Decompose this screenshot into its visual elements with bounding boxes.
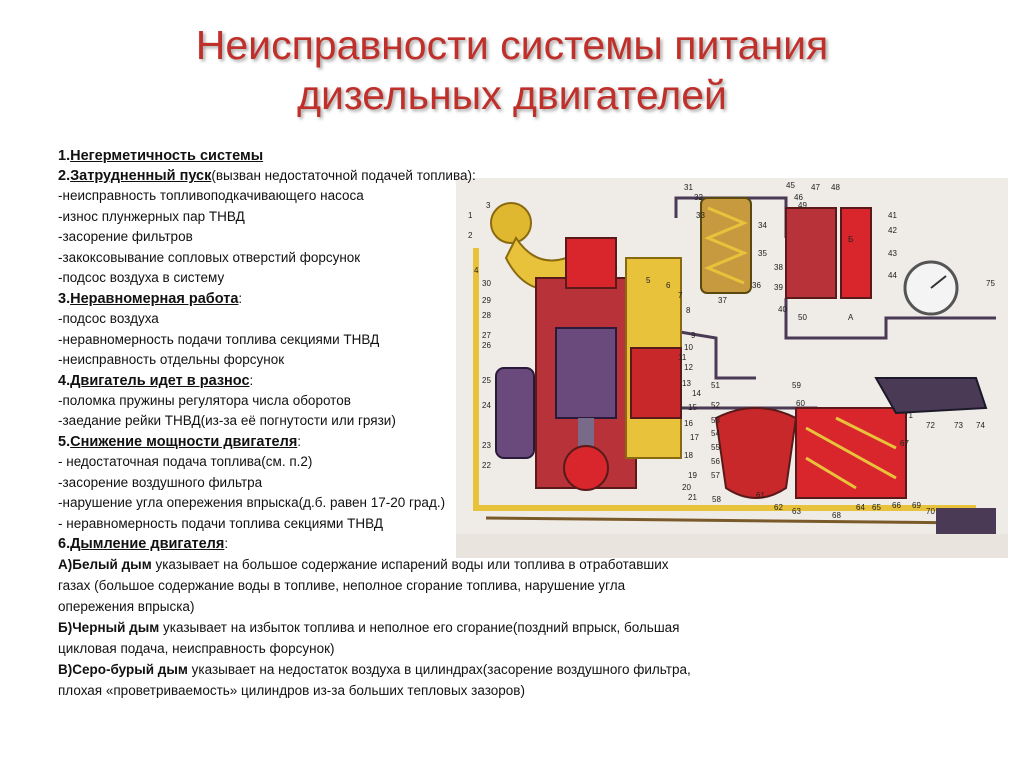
section-2-heading: 2.Затрудненный пуск(вызван недостаточной подачей топлива): [58, 168, 476, 184]
fuel-pipe-right [786, 298, 996, 338]
diagram-callout-5: 5 [646, 276, 651, 285]
diagram-callout-8: 8 [686, 306, 691, 315]
faults-list [58, 146, 698, 701]
diagram-callout-74: 74 [976, 421, 985, 430]
list-item: - неравномерность подачи топлива секциями ТНВД [58, 515, 383, 531]
black-smoke-paragraph: Б)Черный дым указывает на избыток топлива и неполное его сгорание(поздний впрыск, большая цикловая подача, неисправность форсунок) [58, 620, 680, 657]
diagram-callout-61: 61 [756, 491, 765, 500]
page-title [0, 20, 1024, 120]
diagram-callout-45: 45 [786, 181, 795, 190]
diagram-callout-42: 42 [888, 226, 897, 235]
diagram-callout-65: 65 [872, 503, 881, 512]
diagram-callout-71: 71 [904, 411, 913, 420]
pressure-section-shape [786, 208, 836, 298]
diagram-callout-18: 18 [684, 451, 693, 460]
list-item: -неисправность топливоподкачивающего насоса [58, 188, 364, 203]
diagram-callout-3: 3 [486, 201, 491, 210]
white-smoke-paragraph: А)Белый дым указывает на большое содержание испарений воды или топлива в отработавших газах (большое содержание воды в топливе, неполное сгорание топлива, нарушение угла опережения впрыска) [58, 557, 669, 615]
diagram-callout-60: 60 [796, 399, 805, 408]
diagram-callout-52: 52 [711, 401, 720, 410]
coarse-filter-shape [716, 408, 796, 498]
diagram-callout-31: 31 [684, 183, 693, 192]
diagram-callout-А: А [848, 313, 854, 322]
diagram-callout-57: 57 [711, 471, 720, 480]
list-item: -износ плунжерных пар ТНВД [58, 208, 245, 224]
list-item: -неравномерность подачи топлива секциями ТНВД [58, 331, 380, 347]
diagram-callout-50: 50 [798, 313, 807, 322]
diagram-callout-20: 20 [682, 483, 691, 492]
title-line-2: дизельных двигателей [297, 72, 727, 118]
diagram-callout-17: 17 [690, 433, 699, 442]
diagram-callout-32: 32 [694, 193, 703, 202]
white-smoke-label: А)Белый дым [58, 557, 152, 573]
list-item: -поломка пружины регулятора числа оборотов [58, 392, 351, 408]
list-item: -подсос воздуха [58, 310, 159, 326]
diagram-callout-1: 1 [468, 211, 473, 220]
diagram-callout-47: 47 [811, 183, 820, 192]
diagram-callout-30: 30 [482, 279, 491, 288]
diagram-callout-29: 29 [482, 296, 491, 305]
diagram-callout-11: 11 [678, 353, 687, 362]
diagram-callout-64: 64 [856, 503, 865, 512]
diagram-callout-38: 38 [774, 263, 783, 272]
diagram-callout-53: 53 [711, 416, 720, 425]
diagram-callout-24: 24 [482, 401, 491, 410]
title-line-1: Неисправности системы питания [195, 22, 829, 68]
diagram-callout-46: 46 [794, 193, 803, 202]
diagram-callout-4: 4 [474, 266, 479, 275]
diagram-callout-6: 6 [666, 281, 671, 290]
section-5-heading: 5.Снижение мощности двигателя: [58, 433, 302, 450]
diagram-callout-19: 19 [688, 471, 697, 480]
diagram-callout-59: 59 [792, 381, 801, 390]
list-item: -засорение фильтров [58, 229, 193, 245]
diagram-callout-51: 51 [711, 381, 720, 390]
list-item: -неисправность отдельны форсунок [58, 352, 285, 368]
diagram-callout-70: 70 [926, 507, 935, 516]
diagram-callout-54: 54 [711, 429, 720, 438]
diagram-callout-58: 58 [712, 495, 721, 504]
diagram-callout-75: 75 [986, 279, 995, 288]
black-smoke-label: Б)Черный дым [58, 620, 160, 636]
diagram-callout-36: 36 [752, 281, 761, 290]
diagram-callout-56: 56 [711, 457, 720, 466]
diagram-callout-73: 73 [954, 421, 963, 430]
diagram-callout-48: 48 [831, 183, 840, 192]
list-item: -заедание рейки ТНВД(из-за её погнутости или грязи) [58, 413, 396, 429]
diagram-callout-66: 66 [892, 501, 901, 510]
diagram-callout-35: 35 [758, 249, 767, 258]
diagram-callout-13: 13 [682, 379, 691, 388]
diagram-callout-14: 14 [692, 389, 701, 398]
section-6-heading: 6.Дымление двигателя: [58, 536, 229, 553]
list-item: -подсос воздуха в систему [58, 270, 225, 286]
diagram-callout-41: 41 [888, 211, 897, 220]
diagram-callout-62: 62 [774, 503, 783, 512]
diagram-callout-69: 69 [912, 501, 921, 510]
list-item: -нарушение угла опережения впрыска(д.б. равен 17-20 град.) [58, 495, 446, 511]
diagram-callout-26: 26 [482, 341, 491, 350]
diagram-callout-63: 63 [792, 507, 801, 516]
section-4-heading: 4.Двигатель идет в разнос: [58, 372, 254, 389]
list-item: - недостаточная подача топлива(см. п.2) [58, 453, 313, 469]
diagram-callout-7: 7 [678, 291, 683, 300]
section-3-heading: 3.Неравномерная работа: [58, 290, 243, 307]
diagram-callout-28: 28 [482, 311, 491, 320]
diagram-callout-43: 43 [888, 249, 897, 258]
diagram-callout-34: 34 [758, 221, 767, 230]
diagram-callout-25: 25 [482, 376, 491, 385]
diagram-callout-37: 37 [718, 296, 727, 305]
diagram-callout-27: 27 [482, 331, 491, 340]
list-item: -засорение воздушного фильтра [58, 474, 263, 490]
diagram-callout-44: 44 [888, 271, 897, 280]
diagram-callout-9: 9 [691, 331, 696, 340]
diagram-callout-49: 49 [798, 201, 807, 210]
grey-brown-smoke-paragraph: В)Серо-бурый дым указывает на недостаток воздуха в цилиндрах(засорение воздушного фильтра, плохая «проветриваемость» цилиндров из-за больших тепловых зазоров) [58, 662, 691, 699]
list-item: -закоксовывание сопловых отверстий форсунок [58, 249, 361, 265]
injector-shape [876, 378, 986, 413]
section-1-heading: 1.Негерметичность системы [58, 148, 264, 164]
diagram-callout-15: 15 [688, 403, 697, 412]
diagram-callout-2: 2 [468, 231, 473, 240]
diagram-callout-22: 22 [482, 461, 491, 470]
diagram-callout-72: 72 [926, 421, 935, 430]
diagram-callout-68: 68 [832, 511, 841, 520]
diagram-callout-39: 39 [774, 283, 783, 292]
diagram-callout-16: 16 [684, 419, 693, 428]
diagram-callout-23: 23 [482, 441, 491, 450]
diagram-callout-67: 67 [900, 439, 909, 448]
grey-brown-smoke-label: В)Серо-бурый дым [58, 662, 188, 678]
diagram-callout-33: 33 [696, 211, 705, 220]
diagram-callout-12: 12 [684, 363, 693, 372]
diagram-callout-21: 21 [688, 493, 697, 502]
valve-section-shape [841, 208, 871, 298]
diagram-callout-40: 40 [778, 305, 787, 314]
diagram-callout-55: 55 [711, 443, 720, 452]
diagram-callout-Б: Б [848, 235, 854, 244]
diagram-callout-10: 10 [684, 343, 693, 352]
